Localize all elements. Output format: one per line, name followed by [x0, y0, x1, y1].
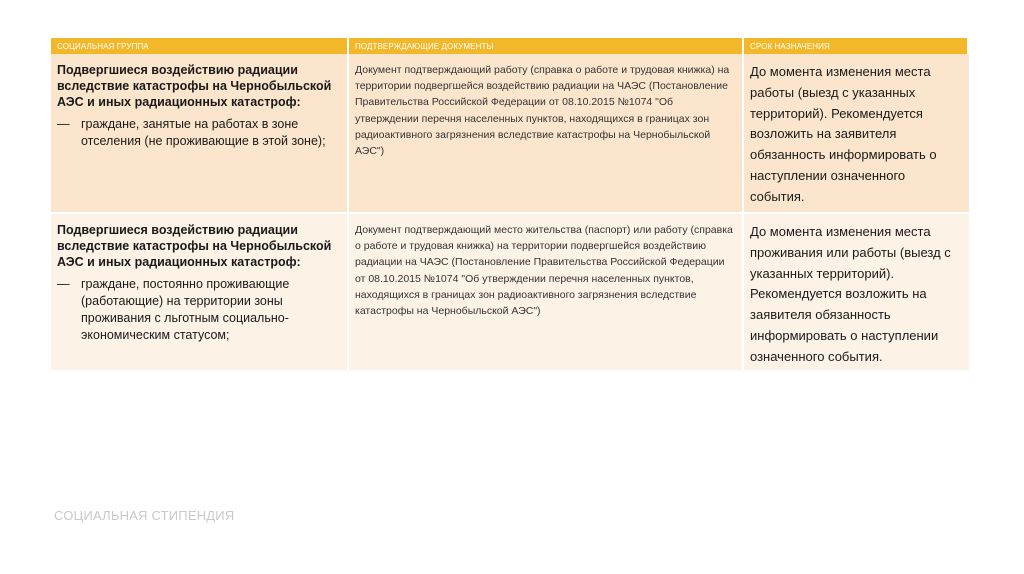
- header-documents: ПОДТВЕРЖДАЮЩИЕ ДОКУМЕНТЫ: [349, 38, 744, 54]
- row1-group-title: Подвергшиеся воздействию радиации вследствие катастрофы на Чернобыльской АЭС и иных радиационных катастроф:: [57, 63, 332, 109]
- row2-dash: —: [57, 277, 70, 291]
- row1-dash: —: [57, 117, 70, 131]
- footer-title: СОЦИАЛЬНАЯ СТИПЕНДИЯ: [54, 508, 235, 523]
- row2-group-item-text: граждане, постоянно проживающие (работающие) на территории зоны проживания с льготным социально-экономическим статусом;: [81, 277, 290, 342]
- row2-group-cell: [51, 212, 349, 370]
- row1-group-cell: [51, 54, 349, 212]
- row2-group-item: [57, 276, 341, 344]
- row2-documents-cell: Документ подтверждающий место жительства (паспорт) или работу (справка о работе и трудовая книжка) на территории подвергшейся воздействию радиации на ЧАЭС (Постановление Правительства Российской Федерации от 08.10.2015 №1074 "Об утверждении перечня населенных пунктов, находящихся в границах зон радиоактивного загрязнения вследствие катастрофы на Чернобыльской АЭС"): [349, 212, 744, 370]
- row1-group-item-text: граждане, занятые на работах в зоне отселения (не проживающие в этой зоне);: [81, 117, 326, 148]
- header-social-group: СОЦИАЛЬНАЯ ГРУППА: [51, 38, 349, 54]
- row1-documents-cell: Документ подтверждающий работу (справка о работе и трудовая книжка) на территории подвергшейся воздействию радиации на ЧАЭС (Постановление Правительства Российской Федерации от 08.10.2015 №1074 "Об утверждении перечня населенных пунктов, находящихся в границах зон радиоактивного загрязнения вследствие катастрофы на Чернобыльской АЭС"): [349, 54, 744, 212]
- row2-term-cell: До момента изменения места проживания или работы (выезд с указанных территорий). Рекомендуется возложить на заявителя обязанность информировать о наступлении означенного события.: [744, 212, 969, 370]
- scholarship-table: [51, 38, 969, 370]
- row1-group-item: [57, 116, 341, 150]
- row2-group-title: Подвергшиеся воздействию радиации вследствие катастрофы на Чернобыльской АЭС и иных радиационных катастроф:: [57, 223, 332, 269]
- row1-term-cell: До момента изменения места работы (выезд с указанных территорий). Рекомендуется возложить на заявителя обязанность информировать о наступлении означенного события.: [744, 54, 969, 212]
- header-term: СРОК НАЗНАЧЕНИЯ: [744, 38, 969, 54]
